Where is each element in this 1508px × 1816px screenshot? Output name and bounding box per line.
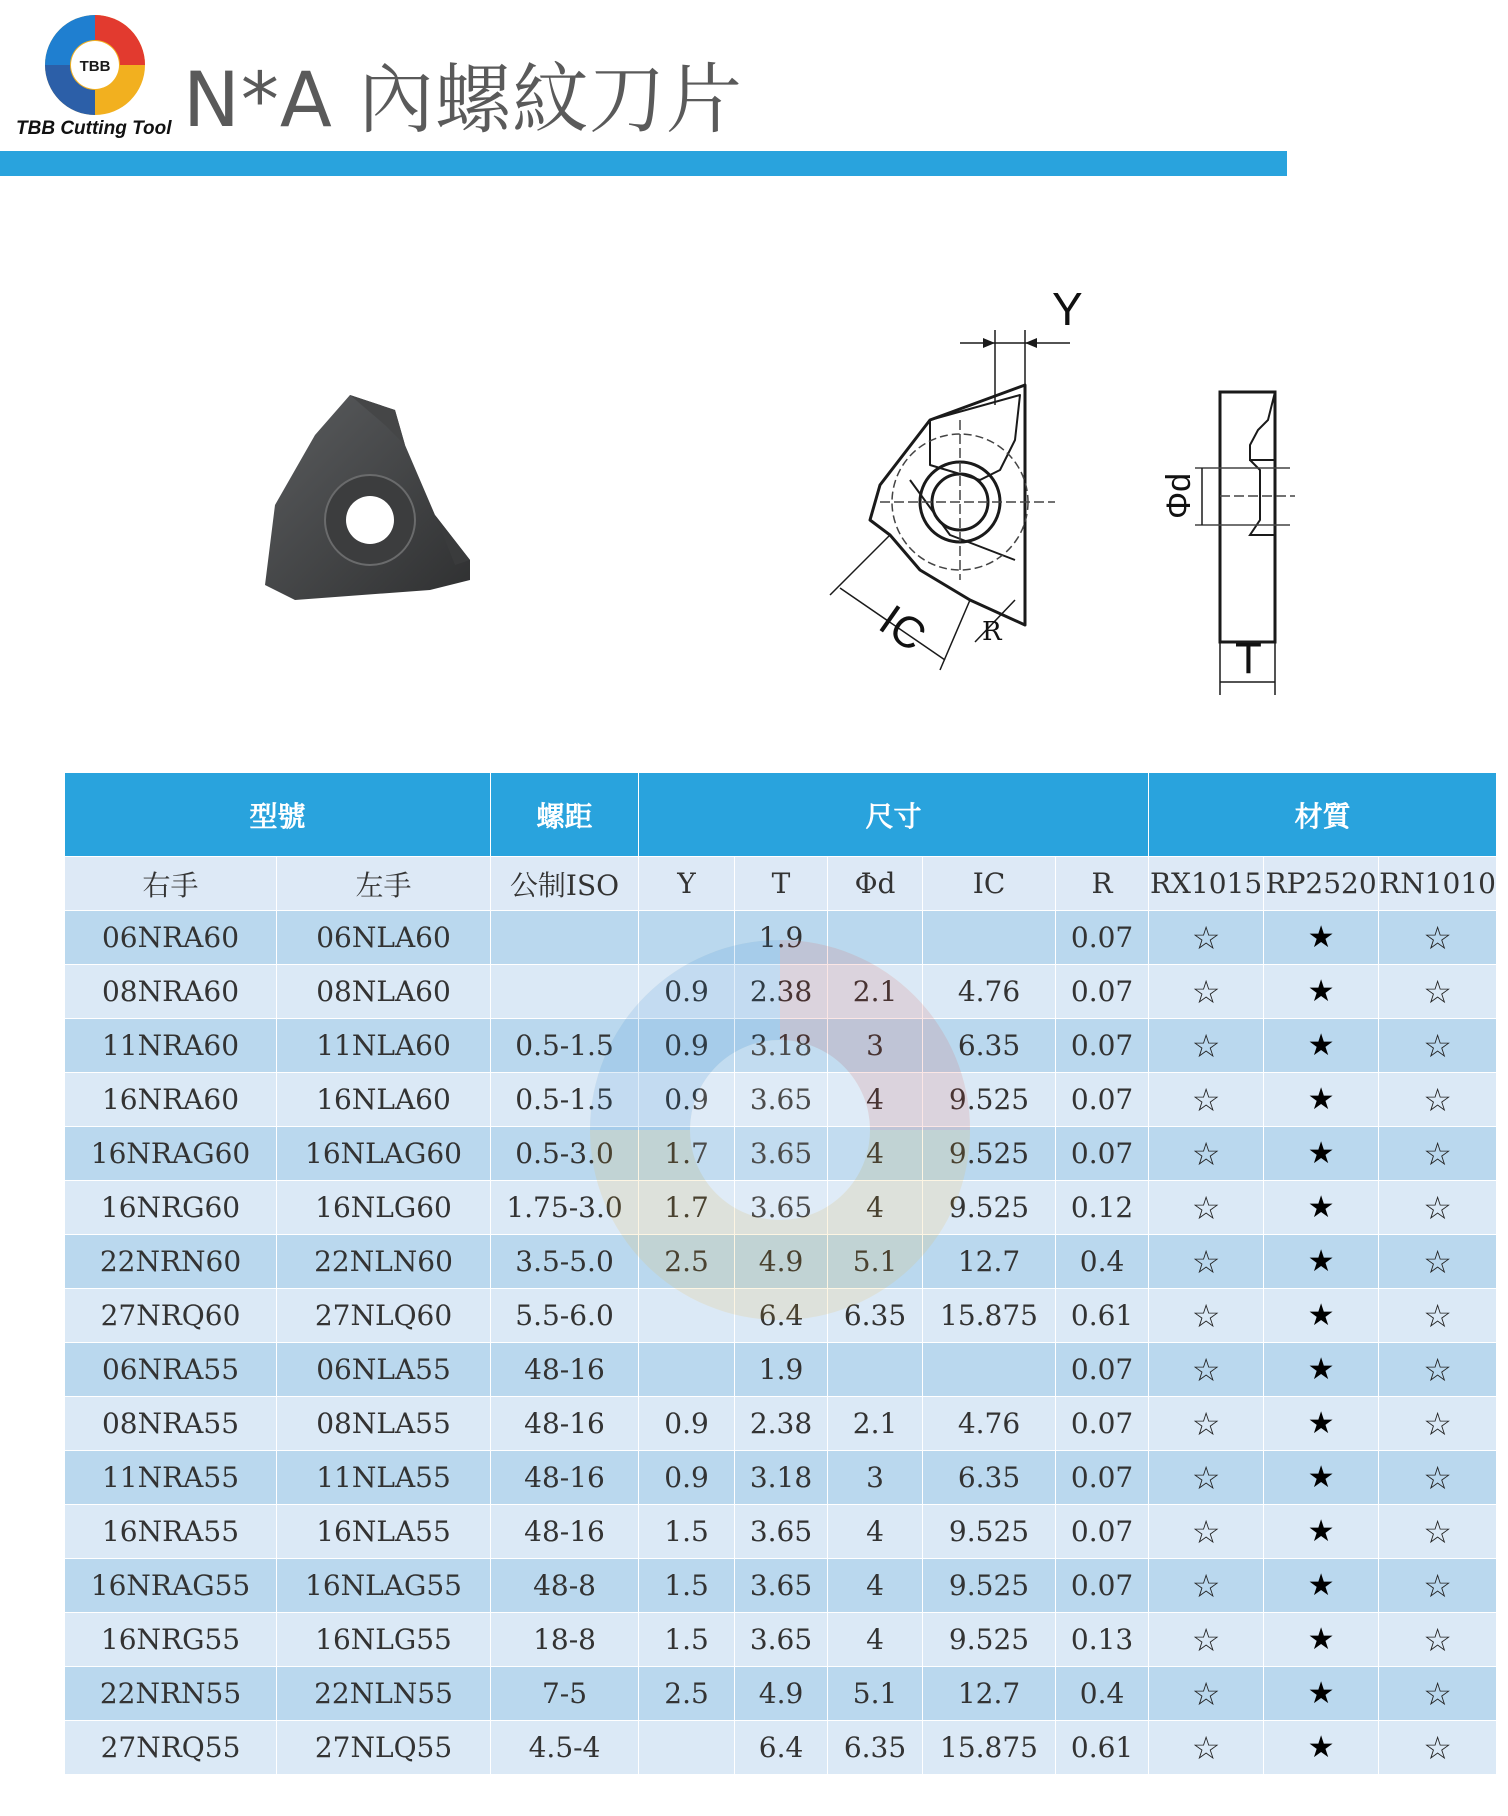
cell-rn1010: ☆ [1379,1127,1497,1181]
group-header-row [65,773,1497,857]
group-header-material: 材質 [1149,773,1497,857]
cell-rx1015: ☆ [1149,1235,1264,1289]
cell-t: 3.65 [735,1559,828,1613]
cell-rp2520: ★ [1264,1073,1379,1127]
cell-y: 1.5 [639,1559,735,1613]
cell-left: 22NLN60 [277,1235,491,1289]
cell-iso: 7-5 [491,1667,639,1721]
cell-left: 11NLA55 [277,1451,491,1505]
cell-rp2520: ★ [1264,1235,1379,1289]
cell-t: 3.65 [735,1073,828,1127]
cell-y [639,1343,735,1397]
table-row [65,1235,1497,1289]
table-row [65,1343,1497,1397]
cell-left: 06NLA60 [277,911,491,965]
cell-left: 08NLA60 [277,965,491,1019]
logo-caption: TBB Cutting Tool [16,118,172,139]
cell-phid: 2.1 [828,1397,923,1451]
cell-rx1015: ☆ [1149,1181,1264,1235]
cell-left: 27NLQ60 [277,1289,491,1343]
cell-right: 16NRA60 [65,1073,277,1127]
cell-r: 0.07 [1056,965,1149,1019]
cell-rx1015: ☆ [1149,1397,1264,1451]
cell-iso: 1.75-3.0 [491,1181,639,1235]
cell-rp2520: ★ [1264,1721,1379,1775]
cell-phid [828,1343,923,1397]
cell-rn1010: ☆ [1379,1181,1497,1235]
cell-right: 16NRA55 [65,1505,277,1559]
cell-r: 0.07 [1056,1397,1149,1451]
cell-ic: 9.525 [923,1073,1056,1127]
table-row [65,1181,1497,1235]
cell-iso: 5.5-6.0 [491,1289,639,1343]
cell-rn1010: ☆ [1379,1613,1497,1667]
cell-left: 08NLA55 [277,1397,491,1451]
cell-left: 16NLA60 [277,1073,491,1127]
cell-left: 27NLQ55 [277,1721,491,1775]
cell-r: 0.07 [1056,1127,1149,1181]
cell-ic: 9.525 [923,1505,1056,1559]
cell-rn1010: ☆ [1379,1559,1497,1613]
table-row [65,1505,1497,1559]
cell-rx1015: ☆ [1149,965,1264,1019]
cell-r: 0.61 [1056,1289,1149,1343]
col-header-left: 左手 [277,857,491,911]
cell-rp2520: ★ [1264,1613,1379,1667]
spec-table [64,772,1497,1775]
cell-t: 3.65 [735,1181,828,1235]
group-header-model: 型號 [65,773,491,857]
cell-iso: 3.5-5.0 [491,1235,639,1289]
cell-phid: 4 [828,1505,923,1559]
cell-r: 0.07 [1056,1559,1149,1613]
cell-ic: 9.525 [923,1127,1056,1181]
cell-phid: 6.35 [828,1289,923,1343]
cell-rn1010: ☆ [1379,1397,1497,1451]
cell-rx1015: ☆ [1149,1667,1264,1721]
cell-t: 1.9 [735,911,828,965]
cell-r: 0.07 [1056,1451,1149,1505]
cell-ic: 12.7 [923,1235,1056,1289]
cell-r: 0.07 [1056,911,1149,965]
cell-rx1015: ☆ [1149,1289,1264,1343]
col-header-iso: 公制ISO [491,857,639,911]
cell-y [639,1721,735,1775]
cell-r: 0.07 [1056,1343,1149,1397]
spec-table-body [65,911,1497,1775]
technical-drawing [790,270,1320,710]
cell-rx1015: ☆ [1149,911,1264,965]
cell-phid: 4 [828,1127,923,1181]
cell-rx1015: ☆ [1149,1505,1264,1559]
tbb-logo-icon [40,10,150,120]
cell-y: 2.5 [639,1235,735,1289]
cell-rx1015: ☆ [1149,1613,1264,1667]
cell-rp2520: ★ [1264,965,1379,1019]
cell-left: 11NLA60 [277,1019,491,1073]
cell-t: 3.65 [735,1127,828,1181]
col-header-rx1015: RX1015 [1149,857,1264,911]
table-row [65,965,1497,1019]
cell-right: 11NRA60 [65,1019,277,1073]
cell-y: 0.9 [639,1019,735,1073]
col-header-right: 右手 [65,857,277,911]
cell-rp2520: ★ [1264,1343,1379,1397]
cell-y: 1.5 [639,1505,735,1559]
table-row [65,1127,1497,1181]
cell-rp2520: ★ [1264,1505,1379,1559]
cell-phid: 4 [828,1073,923,1127]
cell-left: 16NLAG60 [277,1127,491,1181]
cell-rx1015: ☆ [1149,1451,1264,1505]
cell-left: 16NLG60 [277,1181,491,1235]
cell-iso: 4.5-4 [491,1721,639,1775]
cell-phid: 4 [828,1181,923,1235]
cell-y [639,1289,735,1343]
table-row [65,1613,1497,1667]
col-header-y: Y [639,857,735,911]
cell-t: 1.9 [735,1343,828,1397]
cell-rx1015: ☆ [1149,1343,1264,1397]
cell-right: 16NRAG55 [65,1559,277,1613]
cell-t: 2.38 [735,1397,828,1451]
table-row [65,1559,1497,1613]
table-row [65,1397,1497,1451]
cell-phid: 3 [828,1451,923,1505]
cell-rp2520: ★ [1264,1397,1379,1451]
page-title: N*A 內螺紋刀片 [183,55,743,144]
cell-r: 0.4 [1056,1667,1149,1721]
cell-right: 16NRG55 [65,1613,277,1667]
cell-rn1010: ☆ [1379,1343,1497,1397]
cell-phid: 6.35 [828,1721,923,1775]
cell-y: 1.5 [639,1613,735,1667]
cell-r: 0.61 [1056,1721,1149,1775]
col-header-t: T [735,857,828,911]
cell-r: 0.07 [1056,1073,1149,1127]
cell-right: 27NRQ60 [65,1289,277,1343]
dim-t-label: T [1235,634,1262,683]
group-header-pitch: 螺距 [491,773,639,857]
cell-iso: 48-16 [491,1343,639,1397]
cell-t: 3.18 [735,1019,828,1073]
cell-r: 0.07 [1056,1505,1149,1559]
cell-iso: 18-8 [491,1613,639,1667]
logo-badge-text: TBB [79,58,111,75]
group-header-size: 尺寸 [639,773,1149,857]
cell-y: 0.9 [639,1073,735,1127]
cell-phid: 5.1 [828,1235,923,1289]
cell-y: 1.7 [639,1127,735,1181]
cell-rx1015: ☆ [1149,1721,1264,1775]
cell-ic: 6.35 [923,1451,1056,1505]
cell-ic: 9.525 [923,1181,1056,1235]
cell-right: 11NRA55 [65,1451,277,1505]
dim-ic-label: IC [870,595,935,662]
cell-t: 3.18 [735,1451,828,1505]
cell-iso: 0.5-1.5 [491,1019,639,1073]
cell-r: 0.12 [1056,1181,1149,1235]
cell-y: 0.9 [639,965,735,1019]
cell-rn1010: ☆ [1379,965,1497,1019]
col-header-ic: IC [923,857,1056,911]
cell-rx1015: ☆ [1149,1019,1264,1073]
cell-phid: 4 [828,1613,923,1667]
col-header-r: R [1056,857,1149,911]
cell-iso: 48-16 [491,1397,639,1451]
cell-rn1010: ☆ [1379,911,1497,965]
cell-phid [828,911,923,965]
cell-t: 2.38 [735,965,828,1019]
cell-right: 06NRA60 [65,911,277,965]
table-row [65,1289,1497,1343]
cell-right: 06NRA55 [65,1343,277,1397]
cell-rn1010: ☆ [1379,1667,1497,1721]
cell-t: 3.65 [735,1613,828,1667]
cell-t: 4.9 [735,1667,828,1721]
page-header [0,0,1508,190]
cell-rp2520: ★ [1264,1667,1379,1721]
cell-phid: 5.1 [828,1667,923,1721]
table-row [65,1721,1497,1775]
cell-rp2520: ★ [1264,1289,1379,1343]
table-row [65,1019,1497,1073]
cell-rn1010: ☆ [1379,1073,1497,1127]
cell-right: 22NRN60 [65,1235,277,1289]
dim-phid-label: Φd [1160,472,1198,520]
cell-phid: 2.1 [828,965,923,1019]
dim-r-label: R [982,617,1002,647]
title-underline [0,151,1287,176]
cell-iso [491,965,639,1019]
insert-photo [255,385,500,610]
table-row [65,1667,1497,1721]
column-header-row [65,857,1497,911]
cell-y: 1.7 [639,1181,735,1235]
cell-y: 0.9 [639,1451,735,1505]
cell-ic [923,911,1056,965]
cell-left: 16NLG55 [277,1613,491,1667]
col-header-phid: Φd [828,857,923,911]
cell-t: 4.9 [735,1235,828,1289]
cell-right: 08NRA55 [65,1397,277,1451]
cell-t: 3.65 [735,1505,828,1559]
cell-ic: 15.875 [923,1289,1056,1343]
cell-rp2520: ★ [1264,1019,1379,1073]
cell-left: 16NLAG55 [277,1559,491,1613]
cell-rn1010: ☆ [1379,1505,1497,1559]
dim-y-label: Y [1052,283,1083,335]
cell-rp2520: ★ [1264,1559,1379,1613]
cell-left: 06NLA55 [277,1343,491,1397]
table-row [65,1451,1497,1505]
cell-phid: 4 [828,1559,923,1613]
cell-rn1010: ☆ [1379,1289,1497,1343]
cell-right: 08NRA60 [65,965,277,1019]
cell-rp2520: ★ [1264,1181,1379,1235]
cell-iso: 48-8 [491,1559,639,1613]
cell-r: 0.07 [1056,1019,1149,1073]
cell-rn1010: ☆ [1379,1721,1497,1775]
cell-rx1015: ☆ [1149,1127,1264,1181]
cell-ic: 15.875 [923,1721,1056,1775]
cell-ic: 6.35 [923,1019,1056,1073]
cell-phid: 3 [828,1019,923,1073]
cell-ic: 9.525 [923,1559,1056,1613]
cell-right: 22NRN55 [65,1667,277,1721]
cell-rn1010: ☆ [1379,1019,1497,1073]
cell-iso: 0.5-3.0 [491,1127,639,1181]
col-header-rp2520: RP2520 [1264,857,1379,911]
cell-r: 0.13 [1056,1613,1149,1667]
cell-rp2520: ★ [1264,1451,1379,1505]
cell-t: 6.4 [735,1289,828,1343]
cell-rn1010: ☆ [1379,1451,1497,1505]
cell-iso [491,911,639,965]
cell-y: 0.9 [639,1397,735,1451]
cell-right: 16NRAG60 [65,1127,277,1181]
cell-r: 0.4 [1056,1235,1149,1289]
col-header-rn1010: RN1010 [1379,857,1497,911]
cell-rp2520: ★ [1264,911,1379,965]
table-row [65,911,1497,965]
cell-left: 22NLN55 [277,1667,491,1721]
cell-rp2520: ★ [1264,1127,1379,1181]
cell-ic: 9.525 [923,1613,1056,1667]
cell-ic: 12.7 [923,1667,1056,1721]
cell-rx1015: ☆ [1149,1073,1264,1127]
cell-iso: 48-16 [491,1451,639,1505]
cell-left: 16NLA55 [277,1505,491,1559]
cell-y [639,911,735,965]
cell-y: 2.5 [639,1667,735,1721]
cell-ic: 4.76 [923,965,1056,1019]
cell-right: 16NRG60 [65,1181,277,1235]
table-row [65,1073,1497,1127]
cell-rx1015: ☆ [1149,1559,1264,1613]
cell-t: 6.4 [735,1721,828,1775]
cell-right: 27NRQ55 [65,1721,277,1775]
cell-ic [923,1343,1056,1397]
cell-iso: 48-16 [491,1505,639,1559]
cell-rn1010: ☆ [1379,1235,1497,1289]
cell-ic: 4.76 [923,1397,1056,1451]
cell-iso: 0.5-1.5 [491,1073,639,1127]
